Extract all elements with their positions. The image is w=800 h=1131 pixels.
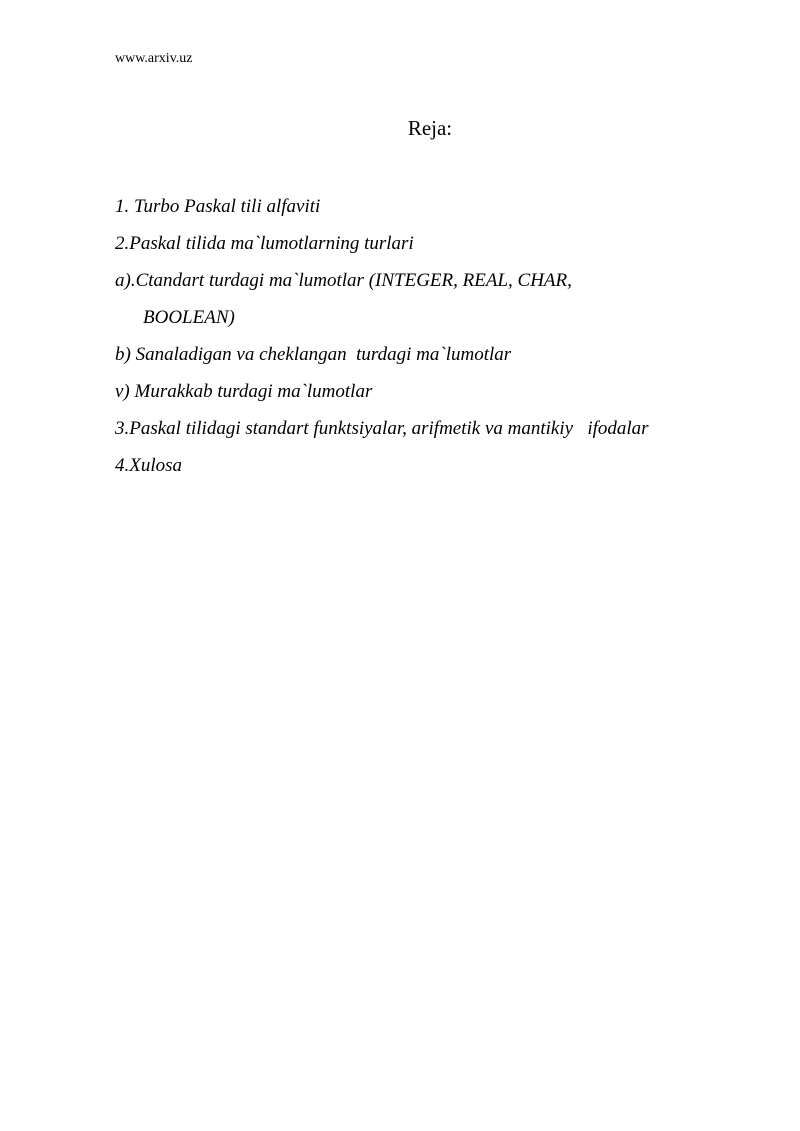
list-item: b) Sanaladigan va cheklangan turdagi ma`lumotlar: [115, 344, 512, 365]
page-title: Reja:: [407, 116, 453, 140]
list-item: v) Murakkab turdagi ma`lumotlar: [115, 381, 373, 402]
list-item: 2.Paskal tilida ma`lumotlarning turlari: [115, 233, 414, 254]
header-url: www.arxiv.uz: [115, 51, 193, 66]
list-item-continuation: BOOLEAN): [143, 307, 235, 328]
list-item: 4.Xulosa: [115, 455, 183, 476]
list-item: a).Ctandart turdagi ma`lumotlar (INTEGER, REAL, CHAR,: [115, 270, 572, 291]
list-item: 3.Paskal tilidagi standart funktsiyalar, arifmetik va mantikiy ifodalar: [115, 418, 649, 439]
plan-list: [115, 188, 755, 484]
list-item: 1. Turbo Paskal tili alfaviti: [115, 196, 321, 217]
